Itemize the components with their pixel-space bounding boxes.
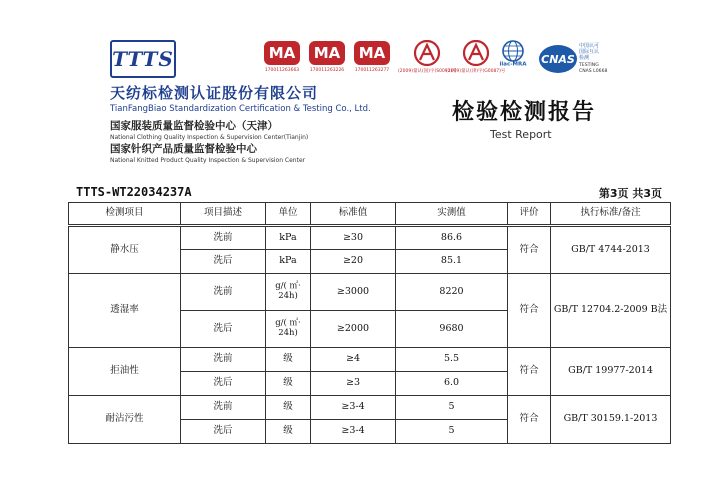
seal-number: (2009)量认(津)字(G0087)号 <box>446 69 506 74</box>
cma-seal-icon <box>263 40 301 66</box>
cnas-logo-icon <box>538 40 614 80</box>
svg-text:MA: MA <box>313 44 341 62</box>
item-unit: 级 <box>266 372 311 396</box>
cal-seal-icon <box>408 40 446 66</box>
svg-text:CNAS: CNAS <box>541 53 575 66</box>
column-header: 标准值 <box>311 203 396 226</box>
test-results-table <box>68 202 671 444</box>
item-std-value: ≥3-4 <box>311 396 396 420</box>
item-measured: 5.5 <box>396 348 508 372</box>
company-logo <box>110 40 176 78</box>
item-standard: GB/T 19977-2014 <box>551 348 671 396</box>
item-unit: 级 <box>266 420 311 444</box>
item-std-value: ≥30 <box>311 226 396 250</box>
column-header: 检测项目 <box>69 203 181 226</box>
svg-text:TESTING: TESTING <box>579 63 599 68</box>
item-name: 静水压 <box>69 226 181 274</box>
item-std-value: ≥3-4 <box>311 420 396 444</box>
org-name-en: TianFangBiao Standardization Certification & Testing Co., Ltd. <box>110 104 371 114</box>
seal-number: 170011263226 <box>309 68 345 73</box>
item-desc: 洗后 <box>181 311 266 348</box>
ilac-globe-icon <box>494 40 532 66</box>
item-unit: 级 <box>266 348 311 372</box>
cma-seal-icon <box>353 40 391 66</box>
svg-text:CNAS L0668: CNAS L0668 <box>579 69 608 74</box>
cnas-seal <box>538 40 614 80</box>
item-evaluation: 符合 <box>508 226 551 274</box>
seal-number: 170011263663 <box>264 68 300 73</box>
report-subtitle: Test Report <box>490 128 552 141</box>
item-name: 透湿率 <box>69 274 181 348</box>
cma-seal-3 <box>353 40 391 80</box>
item-std-value: ≥3000 <box>311 274 396 311</box>
svg-text:检测: 检测 <box>579 55 590 61</box>
item-standard: GB/T 12704.2-2009 B法 <box>551 274 671 348</box>
table-header-row <box>69 203 671 226</box>
table-row <box>69 396 671 420</box>
org-name-cn: 天纺标检测认证股份有限公司 <box>110 84 319 102</box>
column-header: 执行标准/备注 <box>551 203 671 226</box>
item-measured: 6.0 <box>396 372 508 396</box>
column-header: 评价 <box>508 203 551 226</box>
svg-text:ilac-MRA: ilac-MRA <box>499 61 527 66</box>
item-std-value: ≥4 <box>311 348 396 372</box>
center2-name-cn: 国家针织产品质量监督检验中心 <box>110 143 257 155</box>
column-header: 项目描述 <box>181 203 266 226</box>
item-measured: 9680 <box>396 311 508 348</box>
item-name: 耐沾污性 <box>69 396 181 444</box>
item-desc: 洗后 <box>181 372 266 396</box>
ilac-mra-seal <box>494 40 532 80</box>
report-title: 检验检测报告 <box>452 99 597 125</box>
svg-text:MA: MA <box>358 44 386 62</box>
logo-text: TTTS <box>112 47 174 71</box>
item-measured: 8220 <box>396 274 508 311</box>
item-standard: GB/T 4744-2013 <box>551 226 671 274</box>
item-standard: GB/T 30159.1-2013 <box>551 396 671 444</box>
item-desc: 洗前 <box>181 348 266 372</box>
item-std-value: ≥20 <box>311 250 396 274</box>
item-unit: kPa <box>266 226 311 250</box>
item-measured: 5 <box>396 420 508 444</box>
item-unit: g/( ㎡· 24h) <box>266 311 311 348</box>
table-row <box>69 274 671 311</box>
item-unit: 级 <box>266 396 311 420</box>
svg-text:中国认可: 中国认可 <box>579 43 600 49</box>
item-desc: 洗后 <box>181 250 266 274</box>
item-std-value: ≥3 <box>311 372 396 396</box>
table-row <box>69 226 671 250</box>
svg-text:国际互认: 国际互认 <box>579 49 600 55</box>
item-evaluation: 符合 <box>508 348 551 396</box>
center1-name-cn: 国家服装质量监督检验中心（天津） <box>110 120 278 132</box>
column-header: 单位 <box>266 203 311 226</box>
page-info: 第3页 共3页 <box>598 187 662 200</box>
seal-number: (2009)量认(国)字(S0091)号 <box>398 69 457 74</box>
item-desc: 洗后 <box>181 420 266 444</box>
cal-seal-icon <box>457 40 495 66</box>
column-header: 实测值 <box>396 203 508 226</box>
center1-name-en: National Clothing Quality Inspection & Supervision Center(Tianjin) <box>110 134 309 141</box>
item-evaluation: 符合 <box>508 274 551 348</box>
item-desc: 洗前 <box>181 396 266 420</box>
item-unit: kPa <box>266 250 311 274</box>
item-name: 拒油性 <box>69 348 181 396</box>
cma-seal-2 <box>308 40 346 80</box>
svg-text:MA: MA <box>268 44 296 62</box>
item-desc: 洗前 <box>181 226 266 250</box>
item-measured: 85.1 <box>396 250 508 274</box>
cma-seal-1 <box>263 40 301 80</box>
item-std-value: ≥2000 <box>311 311 396 348</box>
item-measured: 86.6 <box>396 226 508 250</box>
item-unit: g/( ㎡· 24h) <box>266 274 311 311</box>
item-measured: 5 <box>396 396 508 420</box>
item-evaluation: 符合 <box>508 396 551 444</box>
seal-number: 170011263277 <box>354 68 390 73</box>
report-number: TTTS-WT22034237A <box>76 185 192 199</box>
center2-name-en: National Knitted Product Quality Inspection & Supervision Center <box>110 157 306 164</box>
table-row <box>69 348 671 372</box>
item-desc: 洗前 <box>181 274 266 311</box>
cma-seal-icon <box>308 40 346 66</box>
